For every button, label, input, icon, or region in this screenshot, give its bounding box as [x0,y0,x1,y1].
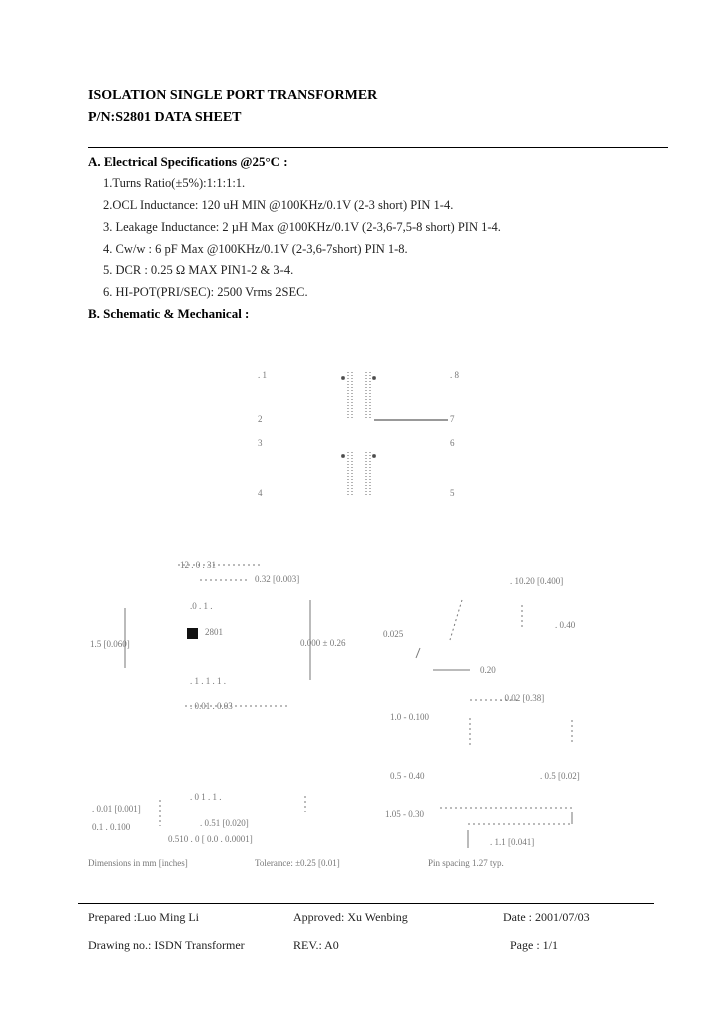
svg-text:. 0.01 . 0.03: . 0.01 . 0.03 [190,701,233,711]
mechanical-side-dimensions [383,576,580,781]
svg-text:.0 . 1 .: .0 . 1 . [190,601,213,611]
part-number-title: P/N:S2801 DATA SHEET [88,110,242,125]
svg-text:5: 5 [450,488,455,498]
svg-text:4: 4 [258,488,263,498]
document-title: ISOLATION SINGLE PORT TRANSFORMER [88,88,378,103]
svg-text:. 0.02 [0.38]: . 0.02 [0.38] [500,693,545,703]
svg-text:. 10.20 [0.400]: . 10.20 [0.400] [510,576,564,586]
page-number: Page : 1/1 [510,938,558,952]
spec-item-5: 5. DCR : 0.25 Ω MAX PIN1-2 & 3-4. [103,263,294,277]
spec-item-2: 2.OCL Inductance: 120 uH MIN @100KHz/0.1V (2-3 short) PIN 1-4. [103,198,454,212]
svg-text:. 8: . 8 [450,370,459,380]
drawing-number: Drawing no.: ISDN Transformer [88,938,245,952]
svg-text:. 0.51 [0.020]: . 0.51 [0.020] [200,818,249,828]
approved-by: Approved: Xu Wenbing [293,910,408,924]
document-date: Date : 2001/07/03 [503,910,590,924]
svg-text:1.5 [0.060]: 1.5 [0.060] [90,639,130,649]
svg-text:0.510 . 0 [ 0.0 . 0.0001]: 0.510 . 0 [ 0.0 . 0.0001] [168,834,253,844]
svg-text:0.20: 0.20 [480,665,496,675]
svg-text:7: 7 [450,414,455,424]
svg-text:Pin spacing 1.27 typ.: Pin spacing 1.27 typ. [428,858,504,868]
svg-text:Tolerance: ±0.25 [0.01]: Tolerance: ±0.25 [0.01] [255,858,340,868]
svg-text:. 0.40: . 0.40 [555,620,576,630]
svg-text:1.0 - 0.100: 1.0 - 0.100 [390,712,429,722]
mechanical-footprint-dimensions [88,792,534,868]
revision: REV.: A0 [293,938,339,952]
svg-text:. 0 1 . 1 .: . 0 1 . 1 . [190,792,222,802]
prepared-by: Prepared :Luo Ming Li [88,910,199,924]
svg-text:Dimensions in mm [inches]: Dimensions in mm [inches] [88,858,188,868]
svg-text:. 1.1 [0.041]: . 1.1 [0.041] [490,837,535,847]
svg-text:0.1 . 0.100: 0.1 . 0.100 [92,822,131,832]
svg-text:. 1: . 1 [258,370,267,380]
svg-text:0.5 - 0.40: 0.5 - 0.40 [390,771,425,781]
svg-text:. 0.01 [0.001]: . 0.01 [0.001] [92,804,141,814]
section-a-heading: A. Electrical Specifications @25°C : [88,154,288,169]
svg-text:0.32 [0.003]: 0.32 [0.003] [255,574,300,584]
section-b-heading: B. Schematic & Mechanical : [88,306,250,321]
spec-item-1: 1.Turns Ratio(±5%):1:1:1:1. [103,176,246,190]
mechanical-top-dimensions [90,560,346,711]
svg-text:. 0.5 [0.02]: . 0.5 [0.02] [540,771,580,781]
svg-text:6: 6 [450,438,455,448]
svg-text:2: 2 [258,414,263,424]
svg-text:0.000 ± 0.26: 0.000 ± 0.26 [300,638,346,648]
spec-item-6: 6. HI-POT(PRI/SEC): 2500 Vrms 2SEC. [103,285,308,299]
footer-divider [78,903,654,904]
spec-item-4: 4. Cw/w : 6 pF Max @100KHz/0.1V (2-3,6-7short) PIN 1-8. [103,242,408,256]
svg-text:2801: 2801 [205,627,223,637]
svg-text:1.05 - 0.30: 1.05 - 0.30 [385,809,424,819]
spec-item-3: 3. Leakage Inductance: 2 µH Max @100KHz/0.1V (2-3,6-7,5-8 short) PIN 1-4. [103,220,501,234]
brand-logo-block [187,628,198,639]
svg-text:. 1 . 1 . 1 .: . 1 . 1 . 1 . [190,676,226,686]
svg-text:12 . 0 . 31: 12 . 0 . 31 [180,560,216,570]
transformer-schematic [342,372,449,496]
svg-text:0.025: 0.025 [383,629,404,639]
svg-text:3: 3 [258,438,263,448]
schematic-pin-labels [258,370,460,498]
